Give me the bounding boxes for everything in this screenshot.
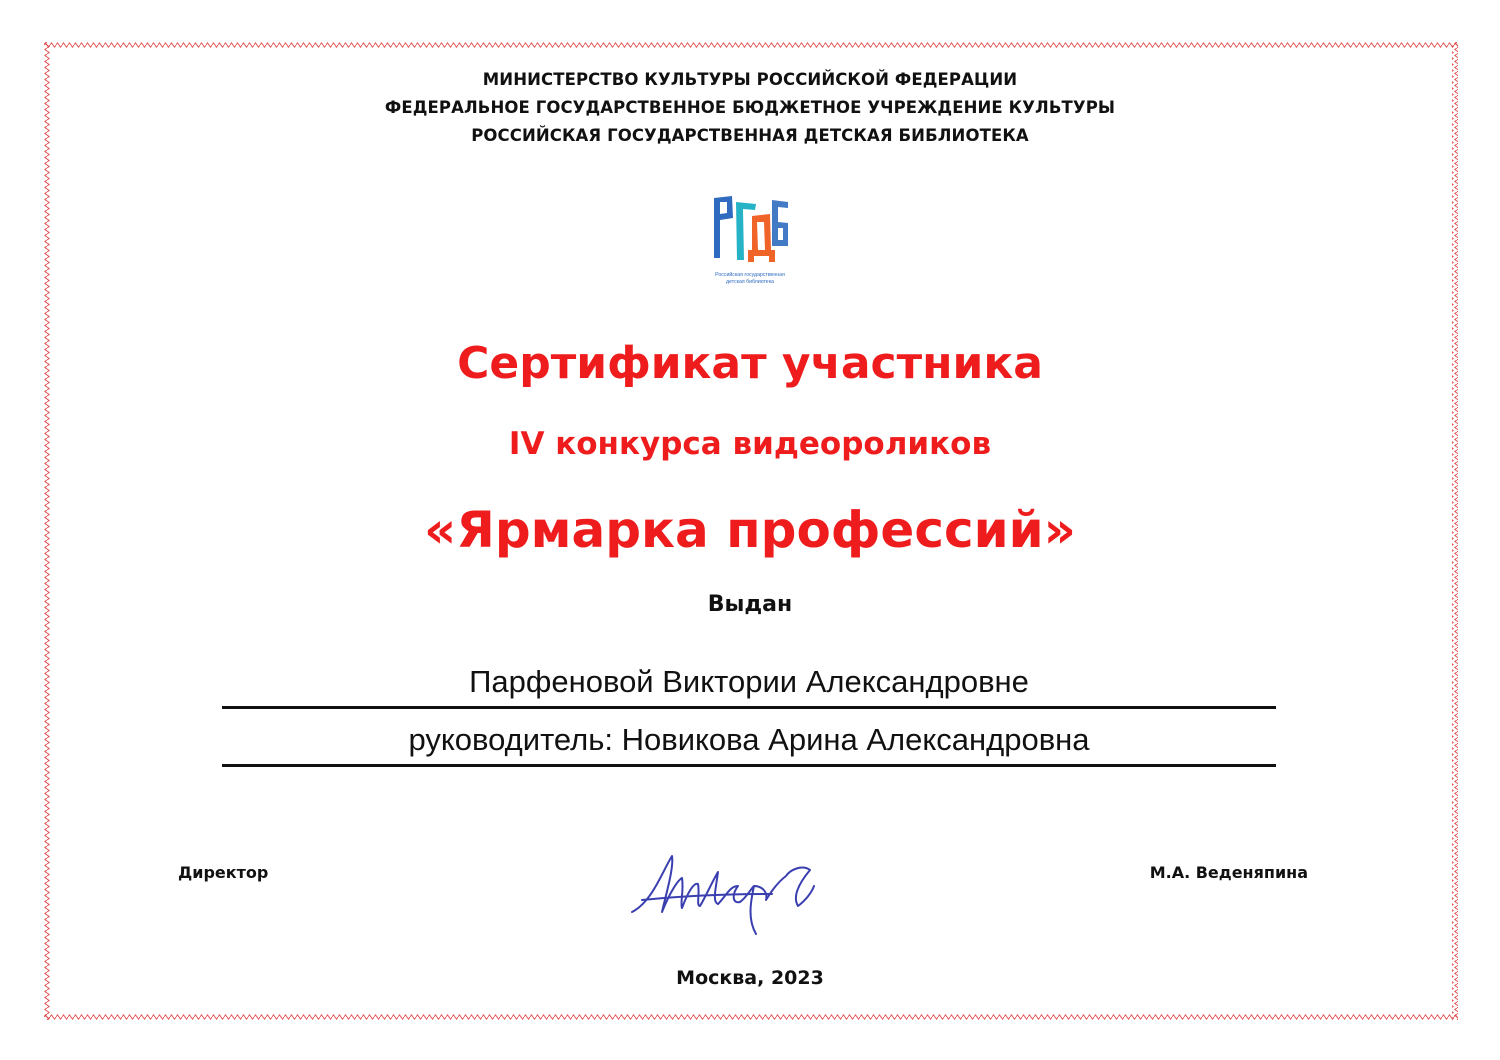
header xyxy=(0,66,1500,150)
certificate-title: Сертификат участника xyxy=(457,338,1043,389)
recipient-name: Парфеновой Виктории Александровне xyxy=(222,664,1276,709)
handwritten-signature-icon xyxy=(622,842,822,942)
supervisor-name: руководитель: Новикова Арина Александровна xyxy=(222,722,1276,767)
certificate-subtitle: IV конкурса видеороликов xyxy=(508,426,992,462)
header-library-name: РОССИЙСКАЯ ГОСУДАРСТВЕННАЯ ДЕТСКАЯ БИБЛИОТЕКА xyxy=(471,126,1029,145)
rgdb-logo-icon xyxy=(708,192,792,288)
header-institution-type: ФЕДЕРАЛЬНОЕ ГОСУДАРСТВЕННОЕ БЮДЖЕТНОЕ УЧРЕЖДЕНИЕ КУЛЬТУРЫ xyxy=(384,98,1116,117)
place-and-year: Москва, 2023 xyxy=(676,967,824,989)
svg-text:Российская государственная: Российская государственная xyxy=(715,272,785,278)
issued-label: Выдан xyxy=(707,592,793,617)
director-name: М.А. Веденяпина xyxy=(1149,863,1308,882)
director-role: Директор xyxy=(178,863,269,882)
contest-name: «Ярмарка профессий» xyxy=(424,501,1076,559)
svg-text:детская библиотека: детская библиотека xyxy=(726,279,774,285)
header-ministry: МИНИСТЕРСТВО КУЛЬТУРЫ РОССИЙСКОЙ ФЕДЕРАЦИИ xyxy=(482,70,1018,89)
